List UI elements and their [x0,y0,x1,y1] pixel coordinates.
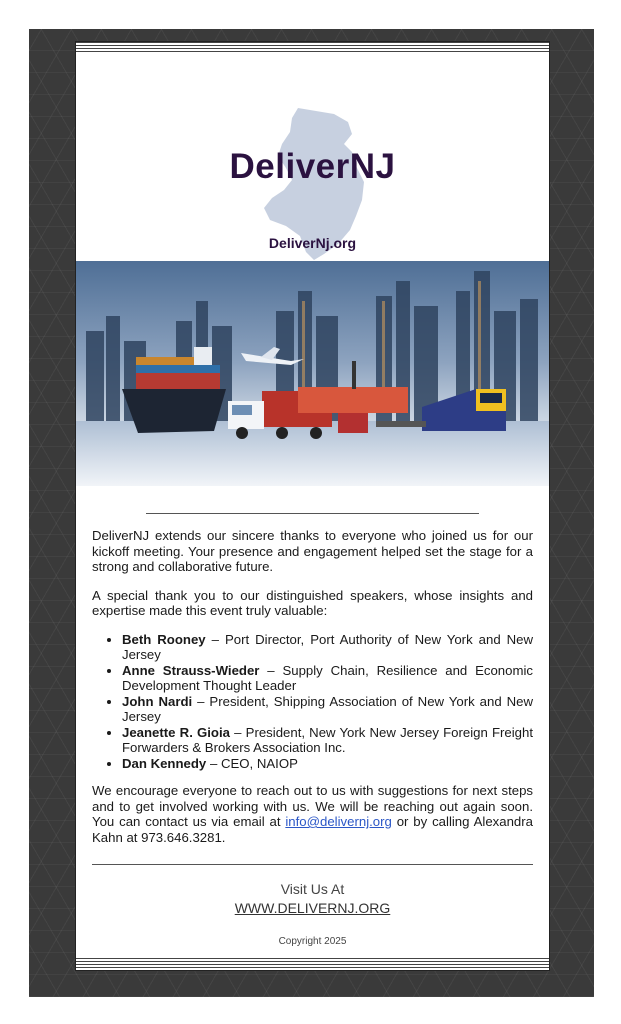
logo-area [76,54,549,261]
speaker-name: Beth Rooney [122,631,206,647]
speaker-role: – President, New York New Jersey Foreign Freight Forwarders & Brokers Association Inc. [122,724,533,755]
speaker-role: – CEO, NAIOP [206,755,298,771]
speaker-item [122,632,533,663]
brand-url[interactable]: DeliverNj.org [268,235,357,251]
top-decorative-rules [76,42,549,54]
top-divider [146,513,479,514]
copyright-text: Copyright 2025 [278,936,347,947]
brand-name: DeliverNJ [229,147,396,186]
speaker-role: – President, Shipping Association of New York and New Jersey [122,693,533,724]
newsletter-card [75,41,550,971]
speaker-item [122,725,533,756]
speaker-list [92,632,533,772]
website-link[interactable]: WWW.DELIVERNJ.ORG [234,900,391,916]
speaker-name: Anne Strauss-Wieder [122,662,260,678]
logistics-collage-icon [76,261,549,486]
message-body [92,528,533,858]
speaker-role: – Port Director, Port Authority of New York and New Jersey [122,631,534,662]
speaker-item [122,756,533,772]
speaker-item [122,694,533,725]
speaker-item [122,663,533,694]
speaker-name: Dan Kennedy [122,755,207,771]
email-link[interactable]: info@delivernj.org [285,814,392,829]
speakers-intro: A special thank you to our distinguished speakers, whose insights and expertise made this event truly valuable: [92,587,533,618]
contact-text: We encourage everyone to reach out to us with suggestions for next steps and to get involved working with us. We will be reaching out again soon. You can contact us via email at [92,783,533,829]
footer-divider [92,864,533,865]
speaker-role: – Supply Chain, Resilience and Economic Development Thought Leader [122,662,533,693]
contact-phone-text: or by calling Alexandra Kahn at 973.646.3281. [92,814,533,845]
visit-label: Visit Us At [280,881,345,897]
thanks-paragraph: DeliverNJ extends our sincere thanks to everyone who joined us for our kickoff meeting. Your presence and engagement helped set the stage for a strong and collaborative future. [92,528,533,574]
speaker-name: John Nardi [122,693,193,709]
speaker-name: Jeanette R. Gioia [122,724,230,740]
contact-paragraph [92,783,533,845]
hero-image [76,261,549,486]
bottom-decorative-rules [76,958,549,970]
